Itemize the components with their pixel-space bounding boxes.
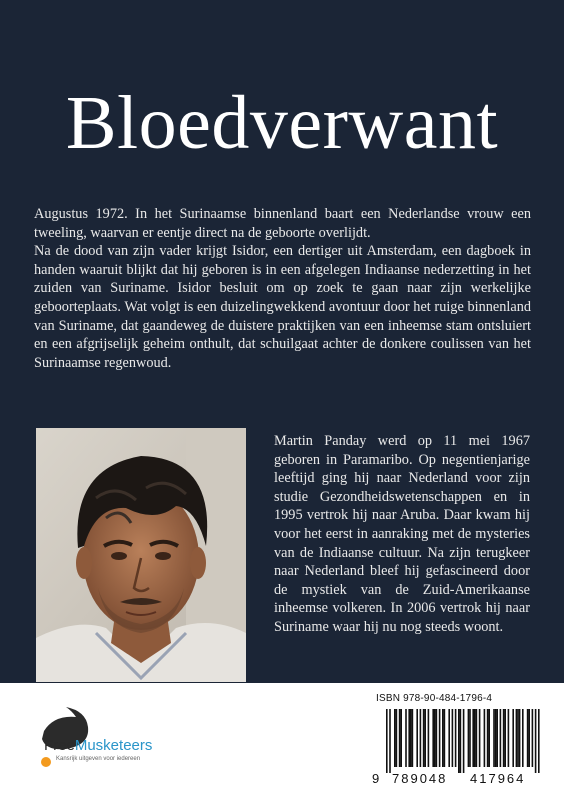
barcode-bar xyxy=(432,709,434,767)
barcode-bar xyxy=(527,709,529,767)
barcode-bar xyxy=(476,709,478,767)
synopsis-paragraph-2: Na de dood van zijn vader krijgt Isidor, een dertiger uit Amsterdam, een dagboek in handen waaruit blijkt dat hij geboren is in een afgelegen Indiaanse nederzetting in het zuiden van Suriname. Isidor besluit om op zoek te gaan naar zijn werkelijke geboorteplaats. Wat volgt is een duizelingwekkend avontuur door het ruige binnenland van Suriname, dat gaandeweg de duistere praktijken van een inheemse stam ontsluiert en een afgrijselijk geheim onthult, dat schuilgaat achter de donkere coulissen van het Surinaamse regenwoud. xyxy=(34,243,531,371)
barcode-bar xyxy=(412,709,414,767)
barcode-group-2: 417964 xyxy=(470,771,526,785)
barcode-bar xyxy=(504,709,506,767)
barcode-bar xyxy=(535,709,537,773)
barcode-bar xyxy=(487,709,489,767)
barcode-bar xyxy=(512,709,514,767)
barcode-bar xyxy=(410,709,412,767)
barcode xyxy=(368,705,548,785)
barcode-bar xyxy=(503,709,505,767)
barcode-lead-digit: 9 xyxy=(372,771,380,785)
barcode-bar xyxy=(405,709,407,767)
synopsis-paragraph-1: Augustus 1972. In het Surinaamse binnenland baart een Nederlandse vrouw een tweeling, waarvan er eentje direct na de geboorte overlijdt. xyxy=(34,206,531,241)
barcode-bar xyxy=(469,709,471,767)
barcode-bar xyxy=(428,709,430,767)
barcode-group-1: 789048 xyxy=(392,771,448,785)
barcode-bar xyxy=(400,709,402,767)
barcode-bar xyxy=(444,709,446,767)
barcode-bar xyxy=(394,709,396,767)
publisher-name-free: Free xyxy=(44,737,75,754)
publisher-name xyxy=(44,737,152,755)
barcode-bar xyxy=(458,709,460,773)
barcode-bar xyxy=(452,709,454,767)
barcode-bar xyxy=(436,709,438,767)
isbn-label: ISBN 978-90-484-1796-4 xyxy=(376,693,493,704)
author-photo xyxy=(36,428,246,682)
barcode-bar xyxy=(493,709,495,767)
barcode-bar xyxy=(495,709,497,767)
barcode-bar xyxy=(484,709,486,767)
barcode-bar xyxy=(472,709,474,767)
barcode-bar xyxy=(516,709,518,767)
barcode-bar xyxy=(399,709,401,767)
barcode-bar xyxy=(423,709,425,767)
barcode-bar xyxy=(522,709,524,767)
barcode-bar xyxy=(463,709,465,773)
barcode-bar xyxy=(508,709,510,767)
barcode-bars xyxy=(386,709,540,773)
barcode-bar xyxy=(496,709,498,767)
barcode-bar xyxy=(434,709,436,767)
author-portrait-image xyxy=(36,428,246,682)
book-title: Bloedverwant xyxy=(65,81,499,165)
barcode-bar xyxy=(474,709,476,767)
barcode-bar xyxy=(538,709,540,773)
barcode-bar xyxy=(488,709,490,767)
barcode-bar xyxy=(479,709,481,767)
barcode-bar xyxy=(396,709,398,767)
barcode-bar xyxy=(460,709,462,773)
publisher-name-musketeers: Musketeers xyxy=(74,737,153,754)
barcode-bar xyxy=(416,709,418,767)
author-biography: Martin Panday werd op 11 mei 1967 geboren in Paramaribo. Op negentienjarige leeftijd ging hij naar Nederland voor zijn studie Gezondheidswetenschappen en in 1995 vertrok hij naar Aruba. Daar kwam hij voor het eerst in aanraking met de mysteries van de Indiaanse cultuur. Na zijn terugkeer naar Nederland bleef hij gefascineerd door de mystiek van de Zuid-Amerikaanse inheemse volkeren. In 2006 vertrok hij naar Suriname waar hij nu nog steeds woont. xyxy=(274,433,530,635)
barcode-bar xyxy=(442,709,444,767)
barcode-bar xyxy=(519,709,521,767)
barcode-bar xyxy=(408,709,410,767)
barcode-bar xyxy=(424,709,426,767)
barcode-bar xyxy=(420,709,422,767)
publisher-tagline: Kansrijk uitgeven voor iedereen xyxy=(56,756,141,762)
barcode-bar xyxy=(448,709,450,767)
barcode-bar xyxy=(517,709,519,767)
barcode-bar xyxy=(528,709,530,767)
barcode-bar xyxy=(500,709,502,767)
barcode-bar xyxy=(455,709,457,767)
barcode-bar xyxy=(468,709,470,767)
synopsis-text xyxy=(34,205,531,372)
barcode-bar xyxy=(389,709,391,773)
barcode-bar xyxy=(386,709,388,773)
barcode-bar xyxy=(532,709,534,767)
barcode-bar xyxy=(439,709,441,767)
